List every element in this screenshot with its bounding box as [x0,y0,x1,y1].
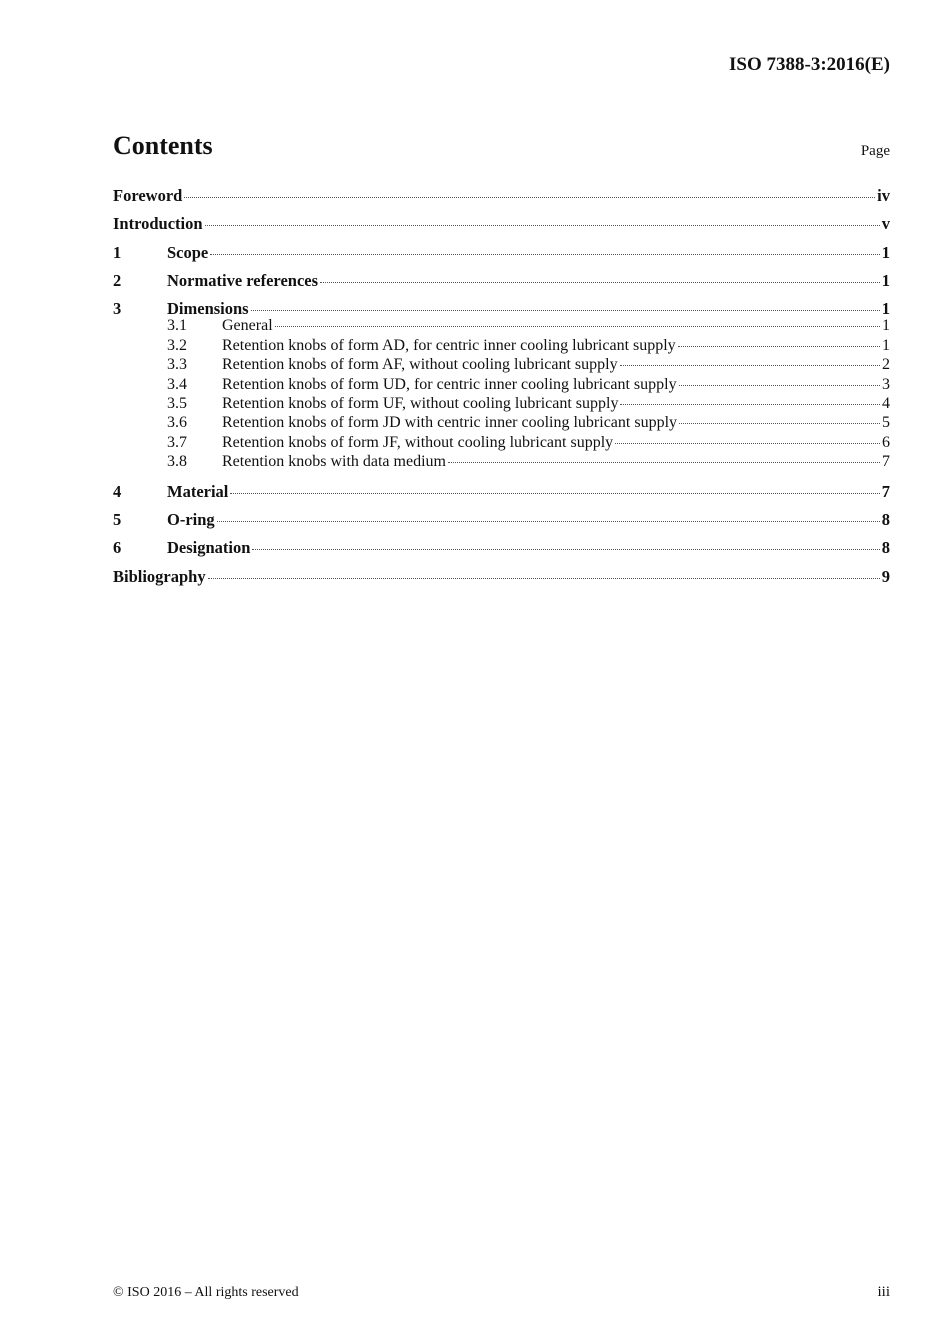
dot-leader [210,254,880,255]
dot-leader [252,549,879,550]
toc-entry-label: Introduction [113,214,203,234]
toc-entry-number: 1 [113,242,122,262]
toc-entry-number: 3.3 [167,356,187,374]
toc-entry-number: 3.6 [167,414,187,432]
toc-entry-page: 1 [881,299,890,319]
page-number: iii [877,1284,890,1300]
toc-entry[interactable] [113,375,890,394]
toc-entry-number: 3.5 [167,395,187,413]
toc-entry-page: iv [877,186,890,205]
dot-leader [184,197,875,198]
toc-entry-number: 4 [113,481,122,501]
dot-leader [217,521,880,522]
toc-entry-label: Material [167,481,229,501]
toc-entry-label: O-ring [167,509,215,529]
dot-leader [448,462,880,463]
toc-entry-page: 9 [881,566,890,586]
document-id: ISO 7388-3:2016(E) [729,54,890,75]
toc-entry[interactable] [113,534,890,562]
toc-entry-label: Dimensions [167,299,249,319]
toc-entry[interactable] [113,394,890,413]
dot-leader [679,385,880,386]
toc-entry[interactable] [113,336,890,355]
toc-entry-label: Foreword [113,186,183,205]
toc-entry-page: 1 [882,336,890,354]
toc-entry[interactable] [113,210,890,238]
dot-leader [205,225,880,226]
toc-entry[interactable] [113,433,890,452]
dot-leader [678,346,880,347]
toc-entry-number: 3 [113,299,122,319]
toc-entry-page: 6 [882,433,890,451]
toc-entry-label: Retention knobs of form AD, for centric inner cooling lubricant supply [222,336,676,354]
dot-leader [620,365,880,366]
toc-entry[interactable] [113,267,890,295]
toc-entry[interactable] [113,182,890,210]
dot-leader [679,423,880,424]
dot-leader [251,310,880,311]
toc-entry-number: 3.4 [167,375,187,393]
dot-leader [208,578,880,579]
dot-leader [320,282,880,283]
toc-entry[interactable] [113,478,890,506]
toc-entry-page: 5 [882,414,890,432]
toc-entry-number: 5 [113,509,122,529]
toc-entry[interactable] [113,239,890,267]
toc-entry[interactable] [113,355,890,374]
toc-entry-number: 3.8 [167,453,187,471]
toc-entry-number: 3.7 [167,433,187,451]
toc-entry-label: Scope [167,242,209,262]
toc-entry-label: Designation [167,538,251,558]
toc-entry-label: Retention knobs of form UD, for centric inner cooling lubricant supply [222,375,677,393]
dot-leader [275,326,880,327]
toc-entry-label: General [222,317,273,335]
toc-entry-label: Retention knobs with data medium [222,453,446,471]
toc-entry-number: 3.1 [167,317,187,335]
toc-entry-number: 3.2 [167,336,187,354]
toc-entry-number: 6 [113,538,122,558]
toc-entry-page: 1 [882,317,890,335]
toc-entry-page: 3 [882,375,890,393]
toc-entry-page: 1 [881,270,890,290]
toc-entry-label: Retention knobs of form AF, without cooling lubricant supply [222,356,618,374]
toc-entry-label: Normative references [167,270,319,290]
toc-entry-page: 1 [881,242,890,262]
toc-entry-page: 7 [882,453,890,471]
toc-entry-page: 8 [881,509,890,529]
table-of-contents [113,182,890,591]
toc-entry-page: 4 [882,395,890,413]
dot-leader [230,493,879,494]
copyright-footer: © ISO 2016 – All rights reserved [113,1285,299,1300]
toc-entry-page: 8 [881,538,890,558]
toc-entry-page: v [881,214,890,234]
toc-entry[interactable] [113,563,890,591]
toc-entry[interactable] [113,413,890,432]
dot-leader [615,443,880,444]
page-column-label: Page [860,143,890,159]
toc-entry-label: Bibliography [113,566,206,586]
dot-leader [620,404,880,405]
toc-entry-page: 7 [881,481,890,501]
toc-entry[interactable] [113,452,890,471]
toc-entry-page: 2 [882,356,890,374]
toc-entry[interactable] [113,506,890,534]
toc-entry-number: 2 [113,270,122,290]
page-title: Contents [113,131,213,160]
toc-entry-label: Retention knobs of form UF, without cooling lubricant supply [222,395,619,413]
toc-entry-label: Retention knobs of form JF, without cooling lubricant supply [222,433,614,451]
toc-entry-label: Retention knobs of form JD with centric inner cooling lubricant supply [222,414,678,432]
toc-entry[interactable] [113,316,890,335]
